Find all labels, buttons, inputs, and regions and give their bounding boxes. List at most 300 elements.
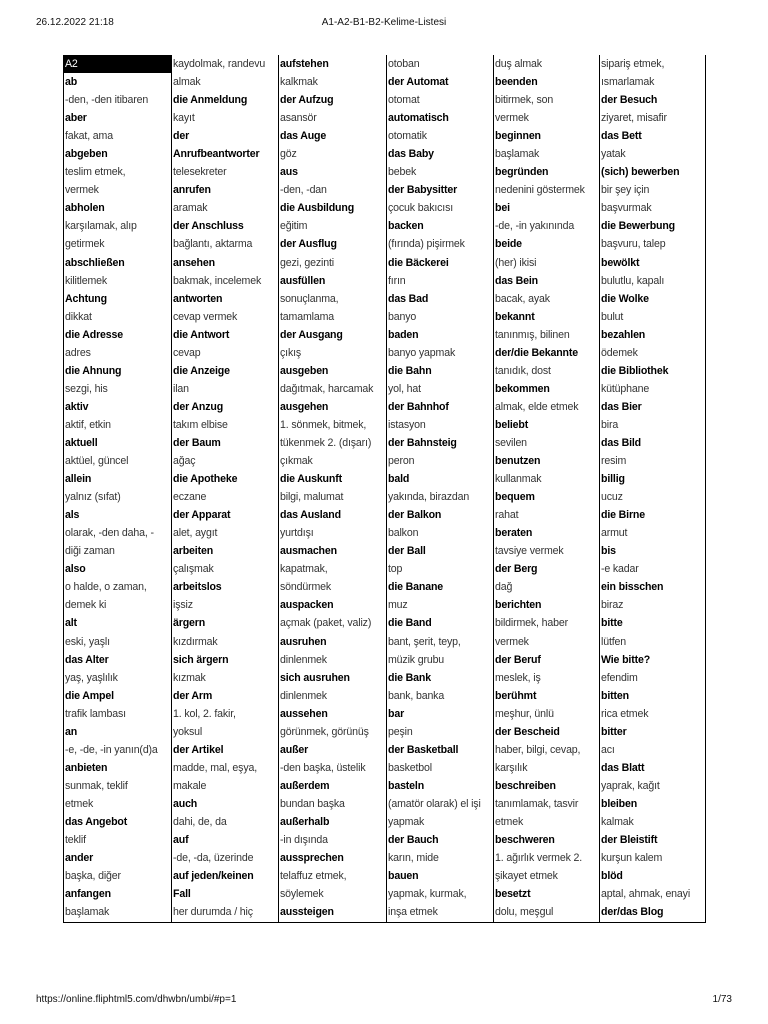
german-word: beschweren	[495, 834, 555, 847]
column-divider	[386, 55, 387, 922]
german-word: der Bahnhof	[388, 400, 449, 413]
german-word: der Ball	[388, 545, 426, 558]
german-word: Achtung	[65, 292, 107, 305]
document-title: A1-A2-B1-B2-Kelime-Listesi	[321, 17, 447, 28]
turkish-translation: çocuk bakıcısı	[388, 202, 454, 215]
german-word: der Anschluss	[173, 220, 244, 233]
german-word: anrufen	[173, 184, 211, 197]
german-word: aussehen	[280, 707, 328, 720]
turkish-translation: yapmak, kurmak,	[388, 888, 467, 901]
turkish-translation: ilan	[173, 382, 189, 395]
german-word: Fall	[173, 888, 191, 901]
german-word: die Adresse	[65, 328, 124, 341]
turkish-translation: bank, banka	[388, 689, 445, 702]
german-word: der Basketball	[388, 743, 459, 756]
german-word: der Artikel	[173, 743, 224, 756]
german-word: das Alter	[65, 653, 109, 666]
german-word: die Apotheke	[173, 473, 238, 486]
turkish-translation: istasyon	[388, 418, 426, 431]
turkish-translation: karşılamak, alıp	[65, 220, 137, 233]
german-word: das Auge	[280, 130, 327, 143]
turkish-translation: dinlenmek	[280, 689, 327, 702]
turkish-translation: tamamlama	[280, 310, 334, 323]
column-divider	[171, 55, 172, 922]
turkish-translation: her durumda / hiç	[173, 906, 253, 919]
german-word: backen	[388, 220, 424, 233]
turkish-translation: almak	[173, 76, 201, 89]
german-word: die Band	[388, 617, 432, 630]
german-word: die Bäckerei	[388, 256, 449, 269]
turkish-translation: ısmarlamak	[601, 76, 655, 89]
german-word: die Ampel	[65, 689, 114, 702]
german-word: beenden	[495, 76, 538, 89]
german-word: antworten	[173, 292, 223, 305]
turkish-translation: müzik grubu	[388, 653, 445, 666]
german-word: die Birne	[601, 509, 645, 522]
turkish-translation: çıkmak	[280, 455, 313, 468]
turkish-translation: karşılık	[495, 761, 528, 774]
turkish-translation: tanıdık, dost	[495, 364, 551, 377]
turkish-translation: sonuçlanma,	[280, 292, 339, 305]
turkish-translation: bira	[601, 418, 619, 431]
column-divider	[493, 55, 494, 922]
turkish-translation: muz	[388, 599, 408, 612]
turkish-translation: kalmak	[601, 815, 634, 828]
turkish-translation: o halde, o zaman,	[65, 581, 147, 594]
german-word: bei	[495, 202, 510, 215]
german-word: beide	[495, 238, 522, 251]
turkish-translation: inşa etmek	[388, 906, 438, 919]
turkish-translation: yapmak	[388, 815, 425, 828]
turkish-translation: acı	[601, 743, 615, 756]
turkish-translation: yoksul	[173, 725, 203, 738]
german-word: als	[65, 509, 80, 522]
german-word: bezahlen	[601, 328, 646, 341]
german-word: die Ausbildung	[280, 202, 355, 215]
german-word: auf	[173, 834, 189, 847]
column-divider	[599, 55, 600, 922]
turkish-translation: -de, -da, üzerinde	[173, 852, 254, 865]
turkish-translation: yatak	[601, 148, 626, 161]
german-word: bleiben	[601, 797, 638, 810]
turkish-translation: -e, -de, -in yanın(d)a	[65, 743, 158, 756]
turkish-translation: başvuru, talep	[601, 238, 666, 251]
german-word: an	[65, 725, 78, 738]
german-word: das Ausland	[280, 509, 341, 522]
german-word: das Blatt	[601, 761, 645, 774]
turkish-translation: dahi, de, da	[173, 815, 227, 828]
turkish-translation: adres	[65, 346, 91, 359]
turkish-translation: 1. kol, 2. fakir,	[173, 707, 236, 720]
german-word: der Berg	[495, 563, 538, 576]
turkish-translation: görünmek, görünüş	[280, 725, 369, 738]
turkish-translation: karın, mide	[388, 852, 439, 865]
turkish-translation: otoban	[388, 58, 420, 70]
german-word: beraten	[495, 527, 533, 540]
turkish-translation: çalışmak	[173, 563, 214, 576]
turkish-translation: peşin	[388, 725, 413, 738]
vocabulary-table	[63, 55, 706, 923]
turkish-translation: otomat	[388, 94, 420, 107]
turkish-translation: kütüphane	[601, 382, 650, 395]
german-word: auf jeden/keinen	[173, 870, 254, 883]
german-word: die Anzeige	[173, 364, 230, 377]
german-word: auspacken	[280, 599, 334, 612]
turkish-translation: takım elbise	[173, 418, 228, 431]
german-word: der Ausflug	[280, 238, 337, 251]
german-word: automatisch	[388, 112, 449, 125]
german-word: abschließen	[65, 256, 125, 269]
german-word: ansehen	[173, 256, 215, 269]
turkish-translation: trafik lambası	[65, 707, 126, 720]
german-word: die Bewerbung	[601, 220, 675, 233]
turkish-translation: kızmak	[173, 671, 206, 684]
turkish-translation: şikayet etmek	[495, 870, 558, 883]
german-word: billig	[601, 473, 625, 486]
turkish-translation: gezi, gezinti	[280, 256, 334, 269]
german-word: bis	[601, 545, 616, 558]
turkish-translation: tanınmış, bilinen	[495, 328, 570, 341]
turkish-translation: kızdırmak	[173, 635, 218, 648]
turkish-translation: sunmak, teklif	[65, 779, 128, 792]
turkish-translation: yaş, yaşlılık	[65, 671, 118, 684]
column-divider	[278, 55, 279, 922]
german-word: das Baby	[388, 148, 434, 161]
turkish-translation: meslek, iş	[495, 671, 541, 684]
german-word: die Ahnung	[65, 364, 122, 377]
turkish-translation: söylemek	[280, 888, 324, 901]
turkish-translation: 1. ağırlık vermek 2.	[495, 852, 583, 865]
turkish-translation: bebek	[388, 166, 417, 179]
german-word: der Bauch	[388, 834, 439, 847]
german-word: berühmt	[495, 689, 537, 702]
turkish-translation: çıkış	[280, 346, 302, 359]
german-word: ausfüllen	[280, 274, 326, 287]
turkish-translation: -in dışında	[280, 834, 328, 847]
german-word: aufstehen	[280, 58, 329, 70]
german-word: der Baum	[173, 436, 221, 449]
turkish-translation: -den başka, üstelik	[280, 761, 366, 774]
turkish-translation: bir şey için	[601, 184, 650, 197]
turkish-translation: duş almak	[495, 58, 542, 70]
turkish-translation: basketbol	[388, 761, 432, 774]
turkish-translation: etmek	[495, 815, 524, 828]
german-word: außerhalb	[280, 815, 330, 828]
german-word: der Beruf	[495, 653, 541, 666]
german-word: bauen	[388, 870, 419, 883]
german-word: bitte	[601, 617, 623, 630]
german-word: der Automat	[388, 76, 449, 89]
german-word: beschreiben	[495, 779, 556, 792]
turkish-translation: top	[388, 563, 403, 576]
german-word: bitten	[601, 689, 629, 702]
turkish-translation: -e kadar	[601, 563, 639, 576]
turkish-translation: dağ	[495, 581, 513, 594]
german-word: der	[173, 130, 190, 143]
turkish-translation: -den, -dan	[280, 184, 327, 197]
turkish-translation: bulut	[601, 310, 624, 323]
german-word: begründen	[495, 166, 549, 179]
german-word: also	[65, 563, 86, 576]
german-word: anfangen	[65, 888, 111, 901]
german-word: blöd	[601, 870, 623, 883]
turkish-translation: aramak	[173, 202, 208, 215]
turkish-translation: eğitim	[280, 220, 308, 233]
turkish-translation: getirmek	[65, 238, 105, 251]
turkish-translation: rahat	[495, 509, 519, 522]
german-word: der/das Blog	[601, 906, 664, 919]
turkish-translation: kaydolmak, randevu	[173, 58, 266, 70]
turkish-translation: -den, -den itibaren	[65, 94, 149, 107]
page-footer	[0, 992, 768, 1012]
german-word: der Bleistift	[601, 834, 658, 847]
german-word: bald	[388, 473, 410, 486]
turkish-translation: kalkmak	[280, 76, 318, 89]
german-word: bar	[388, 707, 405, 720]
german-word: Anrufbeantworter	[173, 148, 260, 161]
turkish-translation: kilitlemek	[65, 274, 108, 287]
turkish-translation: teklif	[65, 834, 86, 847]
german-word: ausgeben	[280, 364, 329, 377]
turkish-translation: (her) ikisi	[495, 256, 537, 269]
german-word: basteln	[388, 779, 425, 792]
turkish-translation: bulutlu, kapalı	[601, 274, 665, 287]
german-word: der Besuch	[601, 94, 658, 107]
turkish-translation: peron	[388, 455, 415, 468]
turkish-translation: meşhur, ünlü	[495, 707, 554, 720]
turkish-translation: yakında, birazdan	[388, 491, 470, 504]
german-word: aktiv	[65, 400, 89, 413]
german-word: aus	[280, 166, 298, 179]
turkish-translation: dinlenmek	[280, 653, 327, 666]
turkish-translation: 1. sönmek, bitmek,	[280, 418, 367, 431]
turkish-translation: biraz	[601, 599, 624, 612]
turkish-translation: diği zaman	[65, 545, 115, 558]
german-word: alt	[65, 617, 77, 630]
german-word: die Anmeldung	[173, 94, 248, 107]
german-word: aktuell	[65, 436, 98, 449]
turkish-translation: kayıt	[173, 112, 195, 125]
german-word: die Banane	[388, 581, 444, 594]
turkish-translation: işsiz	[173, 599, 193, 612]
german-word: der Apparat	[173, 509, 231, 522]
turkish-translation: aptal, ahmak, enayi	[601, 888, 691, 901]
german-word: Wie bitte?	[601, 653, 651, 666]
turkish-translation: banyo yapmak	[388, 346, 456, 359]
turkish-translation: haber, bilgi, cevap,	[495, 743, 581, 756]
turkish-translation: başlamak	[495, 148, 540, 161]
turkish-translation: nedenini göstermek	[495, 184, 585, 197]
german-word: die Bank	[388, 671, 431, 684]
turkish-translation: sipariş etmek,	[601, 58, 665, 70]
turkish-translation: demek ki	[65, 599, 107, 612]
german-word: das Bein	[495, 274, 538, 287]
turkish-translation: kurşun kalem	[601, 852, 663, 865]
turkish-translation: otomatik	[388, 130, 427, 143]
german-word: das Bild	[601, 436, 642, 449]
german-word: ärgern	[173, 617, 206, 630]
turkish-translation: fakat, ama	[65, 130, 113, 143]
german-word: ausruhen	[280, 635, 327, 648]
german-word: aussteigen	[280, 906, 334, 919]
turkish-translation: fırın	[388, 274, 406, 287]
german-word: das Bad	[388, 292, 429, 305]
turkish-translation: söndürmek	[280, 581, 332, 594]
turkish-translation: makale	[173, 779, 207, 792]
turkish-translation: dolu, meşgul	[495, 906, 554, 919]
german-word: aussprechen	[280, 852, 344, 865]
turkish-translation: sezgi, his	[65, 382, 108, 395]
german-word: ausgehen	[280, 400, 329, 413]
turkish-translation: yaprak, kağıt	[601, 779, 660, 792]
turkish-translation: almak, elde etmek	[495, 400, 579, 413]
turkish-translation: balkon	[388, 527, 419, 540]
german-word: der Ausgang	[280, 328, 343, 341]
german-word: sich ausruhen	[280, 671, 350, 684]
turkish-translation: açmak (paket, valiz)	[280, 617, 372, 630]
german-word: arbeiten	[173, 545, 214, 558]
german-word: besetzt	[495, 888, 531, 901]
turkish-translation: vermek	[495, 635, 529, 648]
german-word: die Antwort	[173, 328, 230, 341]
german-word: das Bett	[601, 130, 642, 143]
turkish-translation: bildirmek, haber	[495, 617, 568, 630]
turkish-translation: yurtdışı	[280, 527, 314, 540]
german-word: ein bisschen	[601, 581, 664, 594]
german-word: abholen	[65, 202, 105, 215]
turkish-translation: efendim	[601, 671, 638, 684]
german-word: außerdem	[280, 779, 330, 792]
turkish-translation: başka, diğer	[65, 870, 121, 883]
turkish-translation: bant, şerit, teyp,	[388, 635, 461, 648]
turkish-translation: vermek	[65, 184, 99, 197]
german-word: beginnen	[495, 130, 541, 143]
turkish-translation: bundan başka	[280, 797, 345, 810]
turkish-translation: bitirmek, son	[495, 94, 554, 107]
turkish-translation: aktüel, güncel	[65, 455, 129, 468]
german-word: der Aufzug	[280, 94, 334, 107]
turkish-translation: bacak, ayak	[495, 292, 550, 305]
column-divider	[63, 55, 64, 922]
german-word: anbieten	[65, 761, 108, 774]
german-word: die Auskunft	[280, 473, 342, 486]
german-word: ander	[65, 852, 94, 865]
turkish-translation: ağaç	[173, 455, 196, 468]
german-word: ausmachen	[280, 545, 337, 558]
turkish-translation: etmek	[65, 797, 94, 810]
turkish-translation: rica etmek	[601, 707, 649, 720]
turkish-translation: (fırında) pişirmek	[388, 238, 465, 251]
level-header: A2	[63, 55, 171, 73]
turkish-translation: telesekreter	[173, 166, 227, 179]
turkish-translation: başvurmak	[601, 202, 652, 215]
german-word: baden	[388, 328, 419, 341]
page-number: 1/73	[712, 994, 732, 1005]
turkish-translation: yalnız (sıfat)	[65, 491, 121, 504]
german-word: das Angebot	[65, 815, 128, 828]
turkish-translation: tavsiye vermek	[495, 545, 564, 558]
turkish-translation: yol, hat	[388, 382, 421, 395]
german-word: der Arm	[173, 689, 213, 702]
page-header	[0, 0, 768, 40]
turkish-translation: kullanmak	[495, 473, 542, 486]
turkish-translation: eczane	[173, 491, 207, 504]
german-word: der Bahnsteig	[388, 436, 457, 449]
turkish-translation: bağlantı, aktarma	[173, 238, 253, 251]
turkish-translation: telaffuz etmek,	[280, 870, 347, 883]
german-word: der Bescheid	[495, 725, 560, 738]
turkish-translation: cevap	[173, 346, 201, 359]
turkish-translation: (amatör olarak) el işi	[388, 797, 481, 810]
turkish-translation: kapatmak,	[280, 563, 328, 576]
turkish-translation: armut	[601, 527, 628, 540]
turkish-translation: resim	[601, 455, 627, 468]
turkish-translation: dikkat	[65, 310, 92, 323]
german-word: außer	[280, 743, 309, 756]
turkish-translation: asansör	[280, 112, 317, 125]
turkish-translation: alet, aygıt	[173, 527, 218, 540]
turkish-translation: vermek	[495, 112, 529, 125]
german-word: der Babysitter	[388, 184, 458, 197]
print-datetime: 26.12.2022 21:18	[36, 17, 114, 28]
turkish-translation: bilgi, malumat	[280, 491, 344, 504]
german-word: (sich) bewerben	[601, 166, 680, 179]
german-word: bekommen	[495, 382, 550, 395]
german-word: bequem	[495, 491, 535, 504]
german-word: abgeben	[65, 148, 108, 161]
turkish-translation: banyo	[388, 310, 417, 323]
german-word: der/die Bekannte	[495, 346, 578, 359]
turkish-translation: madde, mal, eşya,	[173, 761, 258, 774]
german-word: die Wolke	[601, 292, 649, 305]
german-word: das Bier	[601, 400, 642, 413]
german-word: benutzen	[495, 455, 541, 468]
turkish-translation: olarak, -den daha, -	[65, 527, 154, 540]
turkish-translation: tükenmek 2. (dışarı)	[280, 436, 372, 449]
german-word: bitter	[601, 725, 627, 738]
german-word: auch	[173, 797, 198, 810]
turkish-translation: ödemek	[601, 346, 638, 359]
german-word: beliebt	[495, 418, 529, 431]
source-url: https://online.fliphtml5.com/dhwbn/umbi/#p=1	[36, 994, 237, 1005]
german-word: arbeitslos	[173, 581, 222, 594]
turkish-translation: -de, -in yakınında	[495, 220, 575, 233]
german-word: der Anzug	[173, 400, 224, 413]
german-word: der Balkon	[388, 509, 442, 522]
german-word: bekannt	[495, 310, 535, 323]
german-word: bewölkt	[601, 256, 640, 269]
turkish-translation: teslim etmek,	[65, 166, 126, 179]
turkish-translation: dağıtmak, harcamak	[280, 382, 374, 395]
turkish-translation: cevap vermek	[173, 310, 238, 323]
german-word: aber	[65, 112, 87, 125]
turkish-translation: bakmak, incelemek	[173, 274, 262, 287]
turkish-translation: ucuz	[601, 491, 623, 504]
german-word: sich ärgern	[173, 653, 229, 666]
turkish-translation: eski, yaşlı	[65, 635, 110, 648]
german-word: berichten	[495, 599, 542, 612]
turkish-translation: aktif, etkin	[65, 418, 111, 431]
german-word: ab	[65, 76, 78, 89]
turkish-translation: lütfen	[601, 635, 627, 648]
turkish-translation: göz	[280, 148, 297, 161]
turkish-translation: ziyaret, misafir	[601, 112, 667, 125]
turkish-translation: tanımlamak, tasvir	[495, 797, 579, 810]
turkish-translation: başlamak	[65, 906, 110, 919]
german-word: allein	[65, 473, 92, 486]
turkish-translation: sevilen	[495, 436, 527, 449]
german-word: die Bibliothek	[601, 364, 669, 377]
